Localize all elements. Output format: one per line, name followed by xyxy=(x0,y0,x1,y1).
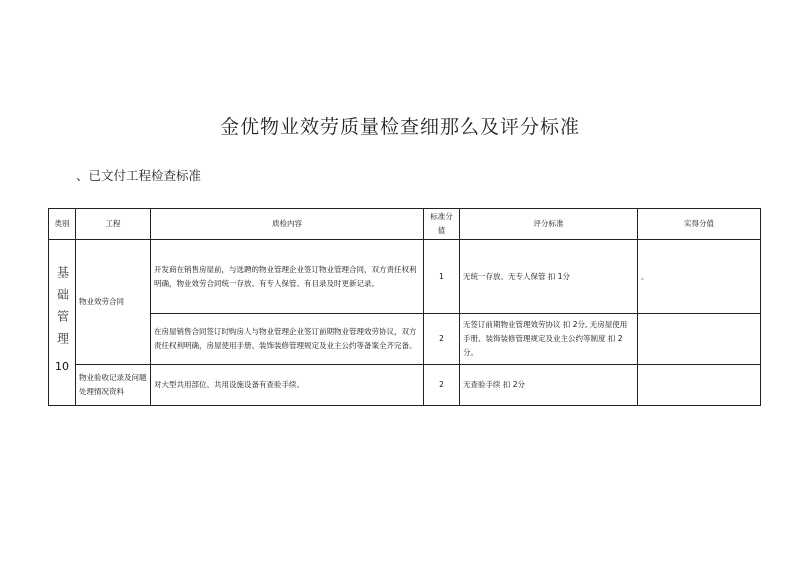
standard-score-cell: 1 xyxy=(424,240,460,314)
category-cell xyxy=(49,240,76,406)
content-cell: 在房屋销售合同签订时购房人与物业管理企业签订前期物业管理效劳协议，双方责任权利明确，房屋使用手册、装饰装修管理规定及业主公约等备案全齐完备。 xyxy=(151,314,424,365)
table-header-row xyxy=(49,209,761,240)
project-cell: 物业效劳合同 xyxy=(76,240,151,365)
header-project: 工程 xyxy=(76,209,151,240)
criteria-cell: 无统一存放、无专人保管 扣 1分 xyxy=(460,240,638,314)
content-cell: 对大型共用部位、共用设施设备有查验手续。 xyxy=(151,365,424,406)
actual-score-cell xyxy=(638,314,761,365)
actual-score-cell: 。 xyxy=(638,240,761,314)
inspection-table xyxy=(48,208,761,406)
header-criteria: 评分标准 xyxy=(460,209,638,240)
standard-score-cell: 2 xyxy=(424,314,460,365)
criteria-cell: 无查验手续 扣 2分 xyxy=(460,365,638,406)
actual-score-cell xyxy=(638,365,761,406)
category-number: 10 xyxy=(55,360,69,373)
table-row xyxy=(49,240,761,314)
header-category: 类别 xyxy=(49,209,76,240)
document-title: 金优物业效劳质量检查细那么及评分标准 xyxy=(219,116,580,138)
category-name: 基础管理 xyxy=(55,266,70,354)
project-cell: 物业验收记录及问题处理情况资料 xyxy=(76,365,151,406)
content-cell: 开发商在销售房屋前，与选聘的物业管理企业签订物业管理合同，双方责任权利明确，物业效劳合同统一存放、有专人保管、有目录及时更新记录。 xyxy=(151,240,424,314)
standard-score-cell: 2 xyxy=(424,365,460,406)
header-actual-score: 实得分值 xyxy=(638,209,761,240)
table-row xyxy=(49,365,761,406)
header-content: 质检内容 xyxy=(151,209,424,240)
table-row xyxy=(49,314,761,365)
section-subtitle: 、已文付工程检查标准 xyxy=(76,168,202,183)
criteria-cell: 无签订前期物业管理效劳协议 扣 2分, 无房屋使用手册、装饰装修管理规定及业主公约等制度 扣 2分。 xyxy=(460,314,638,365)
header-standard-score: 标准分值 xyxy=(424,209,460,240)
